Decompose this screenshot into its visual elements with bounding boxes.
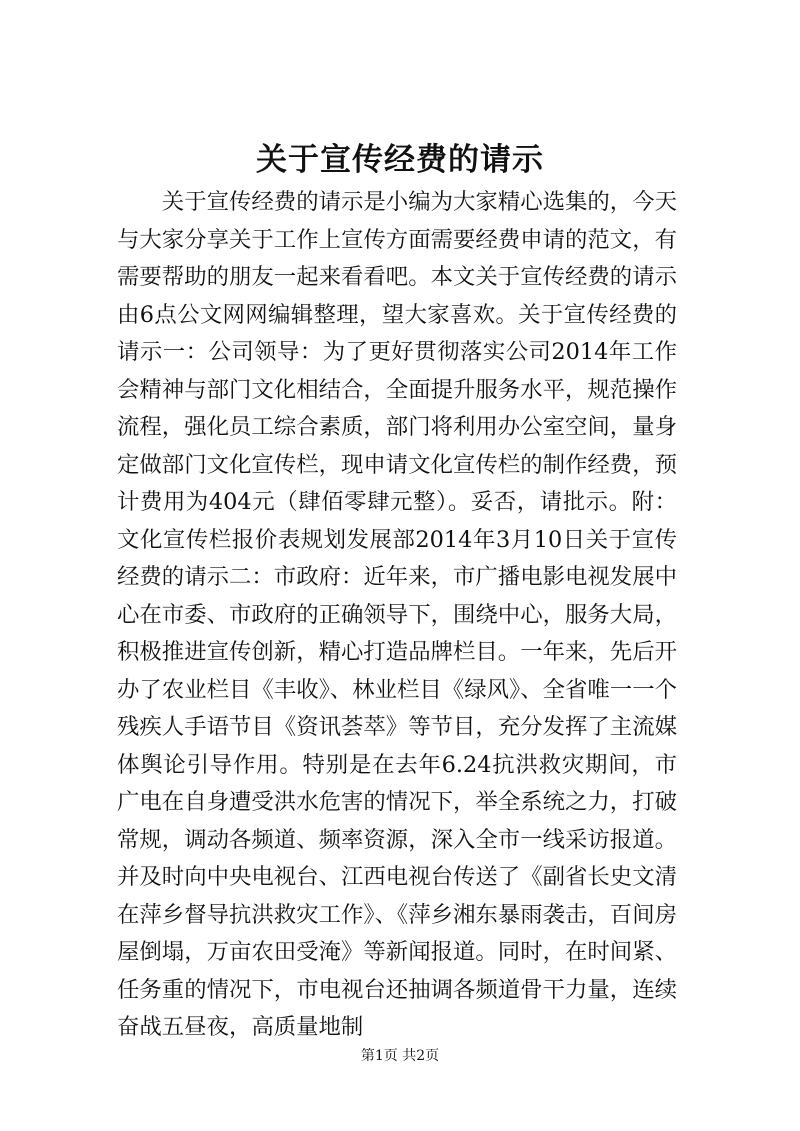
page-footer: 第1页 共2页: [360, 1048, 440, 1064]
document-title: 关于宣传经费的请示: [256, 142, 544, 178]
document-body: 关于宣传经费的请示是小编为大家精心选集的，今天与大家分享关于工作上宣传方面需要经费申请的范文，有需要帮助的朋友一起来看看吧。本文关于宣传经费的请示由6点公文网网编辑整理，望大家喜欢。关于宣传经费的请示一：公司领导：为了更好贯彻落实公司2014年工作会精神与部门文化相结合，全面提升服务水平，规范操作流程，强化员工综合素质，部门将利用办公室空间，量身定做部门文化宣传栏，现申请文化宣传栏的制作经费，预计费用为404元（肆佰零肆元整）。妥否，请批示。附：文化宣传栏报价表规划发展部2014年3月10日关于宣传经费的请示二：市政府：近年来，市广播电影电视发展中心在市委、市政府的正确领导下，围绕中心，服务大局，积极推进宣传创新，精心打造品牌栏目。一年来，先后开办了农业栏目《丰收》、林业栏目《绿风》、全省唯一一个残疾人手语节目《资讯荟萃》等节目，充分发挥了主流媒体舆论引导作用。特别是在去年6.24抗洪救灾期间，市广电在自身遭受洪水危害的情况下，举全系统之力，打破常规，调动各频道、频率资源，深入全市一线采访报道。并及时向中央电视台、江西电视台传送了《副省长史文清在萍乡督导抗洪救灾工作》、《萍乡湘东暴雨袭击，百间房屋倒塌，万亩农田受淹》等新闻报道。同时，在时间紧、任务重的情况下，市电视台还抽调各频道骨干力量，连续奋战五昼夜，高质量地制: [117, 189, 677, 1040]
